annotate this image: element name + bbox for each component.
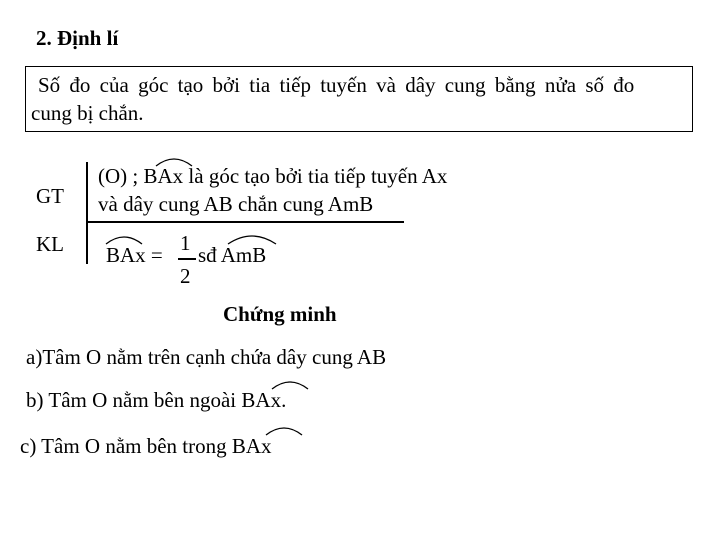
angle-arc-icon	[270, 377, 310, 391]
theorem-statement-line2: cung bị chắn.	[31, 101, 144, 125]
fraction-bar	[178, 258, 196, 260]
angle-arc-icon	[154, 154, 194, 168]
table-vertical-divider	[86, 162, 88, 264]
fraction-denominator: 2	[180, 264, 191, 288]
section-title: 2. Định lí	[36, 26, 119, 50]
angle-arc-icon	[264, 423, 304, 437]
angle-arc-icon	[104, 232, 144, 246]
fraction-numerator: 1	[180, 231, 191, 255]
hypothesis-line1: (O) ; BAx là góc tạo bởi tia tiếp tuyến Ax	[98, 164, 448, 188]
arc-overline-icon	[226, 232, 278, 246]
table-horizontal-divider	[86, 221, 404, 223]
theorem-statement-line1: Số đo của góc tạo bởi tia tiếp tuyến và dây cung bằng nửa số đo	[38, 73, 635, 97]
proof-title: Chứng minh	[223, 302, 337, 326]
hypothesis-line2: và dây cung AB chắn cung AmB	[98, 192, 374, 216]
conclusion-label: KL	[36, 232, 64, 256]
conclusion-angle: BAx =	[106, 243, 163, 267]
hypothesis-label: GT	[36, 184, 64, 208]
proof-case-b: b) Tâm O nằm bên ngoài BAx.	[26, 388, 287, 412]
conclusion-arc-measure: sđ AmB	[198, 243, 267, 267]
proof-case-c: c) Tâm O nằm bên trong BAx	[20, 434, 272, 458]
proof-case-a: a)Tâm O nằm trên cạnh chứa dây cung AB	[26, 345, 387, 369]
theorem-box	[25, 66, 693, 132]
